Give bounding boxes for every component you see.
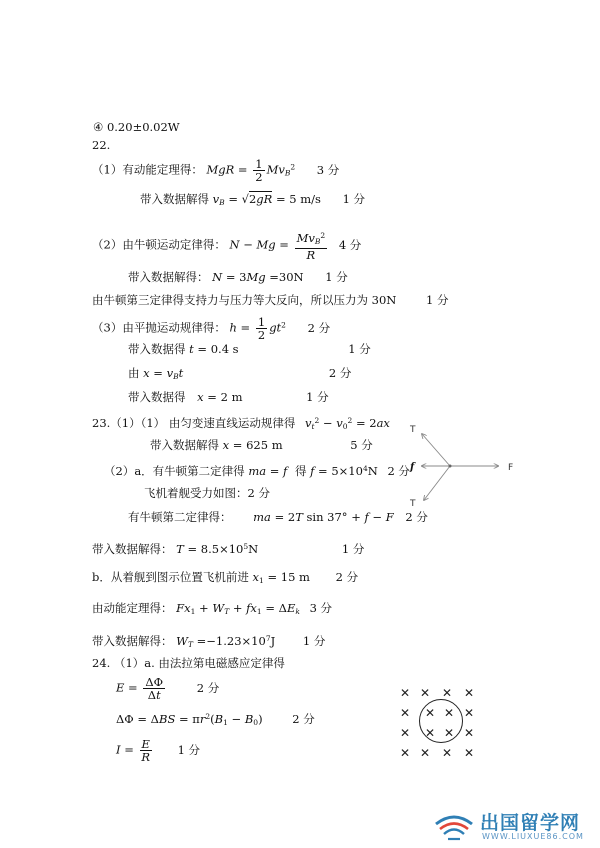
- force-label-f: f: [410, 462, 415, 473]
- q24-line-2: E = $\frac{\Delta\Phi}{\Delta t}$ 2 分: [116, 675, 220, 702]
- watermark-url: WWW.LIUXUE86.COM: [482, 832, 584, 841]
- q23-line-2: 带入数据解得 x = 625 m 5 分: [150, 438, 373, 452]
- q22-line-3: （2）由牛顿运动定律得： N − Mg = $\frac{Mv_B^2}{R}$ 4 分: [92, 231, 362, 262]
- magnetic-field-diagram: ✕ ✕ ✕ ✕ ✕ ✕ ✕ ✕ ✕ ✕ ✕ ✕ ✕ ✕ ✕ ✕: [400, 686, 475, 760]
- q23-line-6: 带入数据解得： $T = 8.5\times 10^5N$ 1 分: [92, 542, 365, 556]
- q22-line-4: 带入数据解得： N = 3Mg =30N 1 分: [128, 270, 348, 284]
- q22-line-9: 带入数据得 x = 2 m 1 分: [128, 390, 329, 404]
- q23-line-9: 带入数据解得： $W_T =-1.23\times 10^7J$ 1 分: [92, 634, 326, 649]
- watermark-title: 出国留学网: [480, 812, 581, 834]
- q23-line-4: 飞机着舰受力如图：2 分: [144, 486, 270, 500]
- coil-circle: [419, 699, 463, 743]
- q23-line-5: 有牛顿第二定律得： ma = 2T sin 37° + f − F 2 分: [128, 510, 428, 524]
- force-label-t-top: T: [410, 425, 416, 435]
- force-arrow-t-bottom: [424, 466, 450, 500]
- q22-line-5: 由牛顿第三定律得支持力与压力等大反向，所以压力为 30N 1 分: [92, 293, 449, 307]
- q22-line-1: （1）有动能定理得： MgR = $\frac{1}{2}$ $Mv_B^2$ 3 分: [92, 157, 340, 184]
- force-arrow-t-top: [422, 434, 450, 466]
- q22-line-7: 带入数据得 t = 0.4 s 1 分: [128, 342, 371, 356]
- force-label-t-bottom: T: [410, 499, 416, 509]
- q22-line-2: 带入数据解得 $v_B = √2gR = 5$ m/s 1 分: [140, 192, 366, 207]
- answer-4: ④ 0.20±0.02W: [93, 120, 180, 134]
- q23-line-1: 23.（1）（1） 由匀变速直线运动规律得 $v_t^2 - v_0^2 = 2ax$: [92, 416, 390, 431]
- q23-line-7: b．从着舰到图示位置飞机前进 $x_1 = 15$ m 2 分: [92, 570, 359, 585]
- logo-emblem-icon: [432, 810, 476, 844]
- q22-line-6: （3）由平抛运动规律得： h = $\frac{1}{2}$ $gt^2$ 2 分: [92, 315, 331, 342]
- q24-line-4: I = $\frac{E}{R}$ 1 分: [116, 737, 201, 764]
- watermark-logo: [400, 806, 600, 848]
- q24-line-1: 24. （1）a. 由法拉第电磁感应定律得: [92, 656, 285, 670]
- q23-line-8: 由动能定理得： $Fx_1 + W_T + fx_1 = \Delta E_k$ 3 分: [92, 601, 333, 616]
- q22-line-8: 由 $x = v_Bt$ 2 分: [128, 366, 352, 381]
- q23-line-3: （2）a．有牛顿第二定律得 ma = f 得 $f = 5\times 10^4N$ 2 分: [104, 464, 410, 478]
- question-22-number: 22.: [92, 138, 111, 152]
- force-label-F: F: [508, 463, 514, 473]
- force-diagram: [400, 418, 525, 518]
- q24-line-3: $\Delta\Phi = \Delta BS = \pi r^2(B_1 - B_0)$ 2 分: [116, 712, 315, 727]
